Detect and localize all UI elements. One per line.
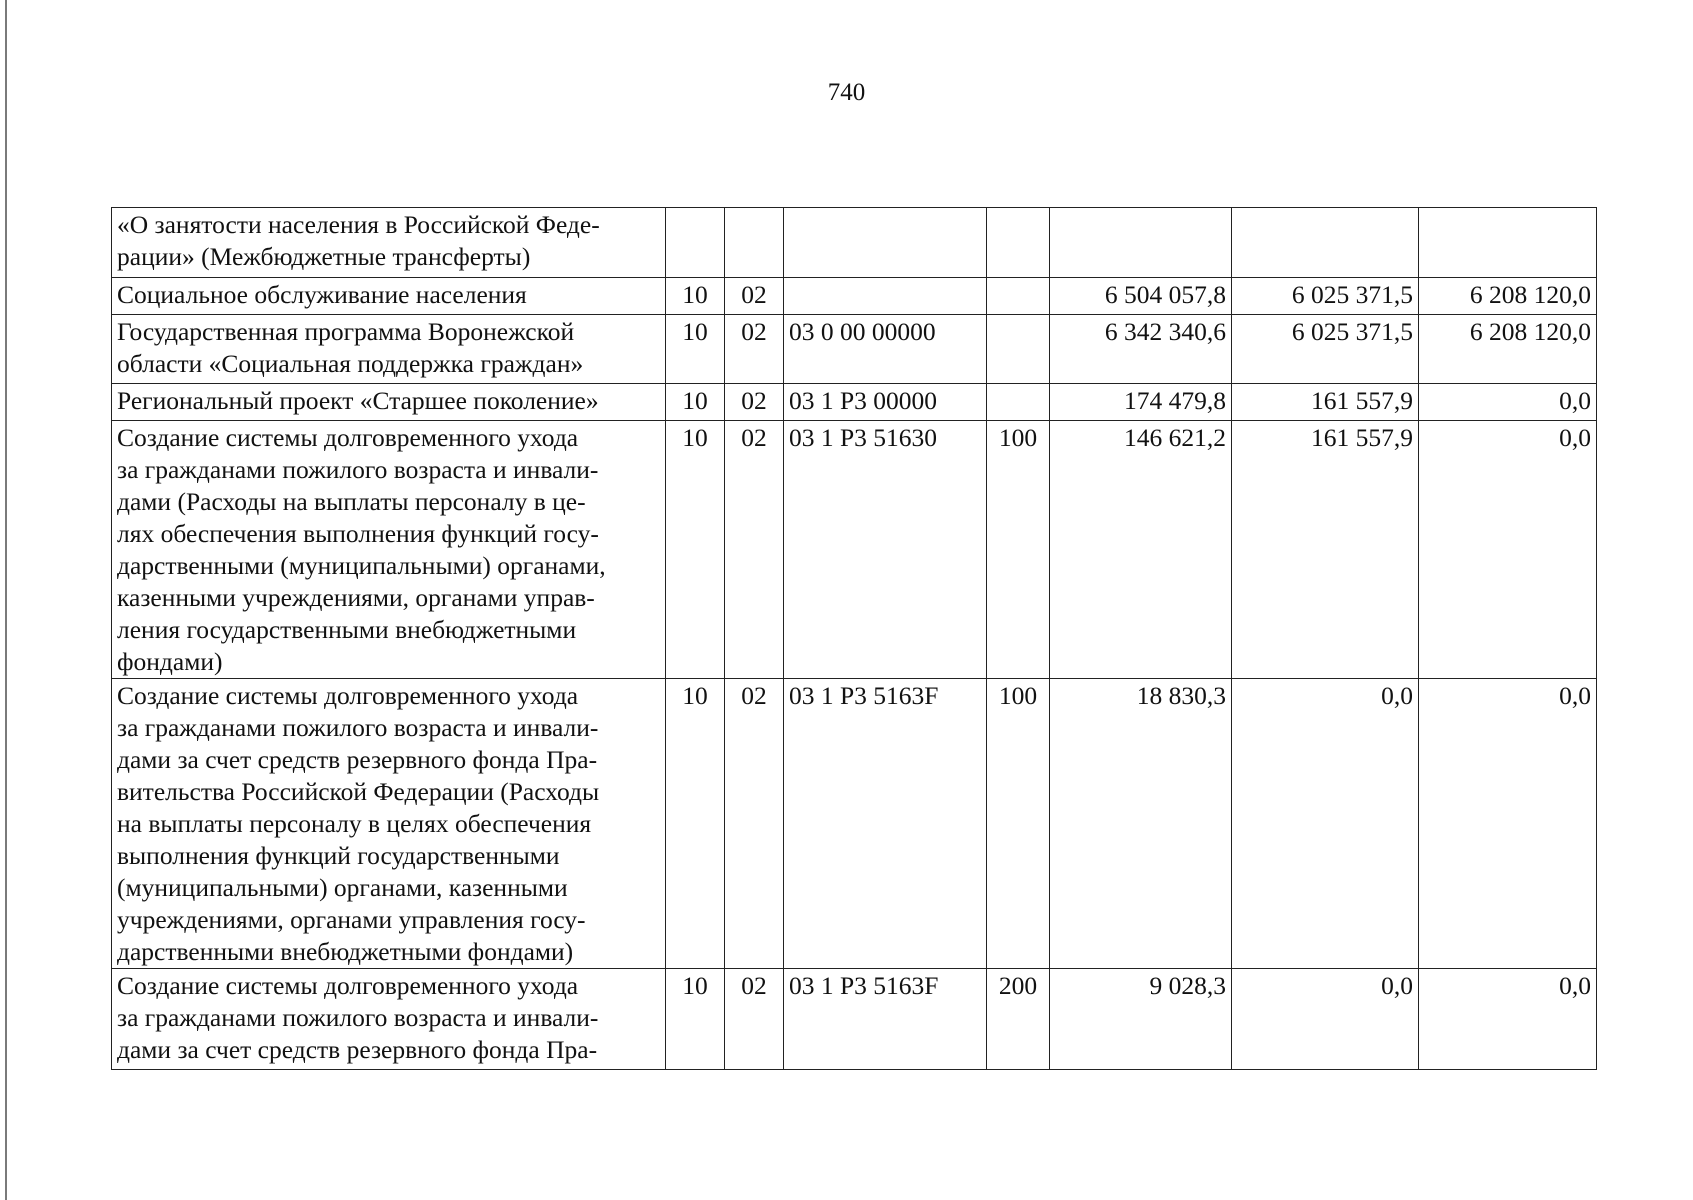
table-row (112, 969, 1597, 1070)
cell-amount-3: 0,0 (1419, 384, 1597, 421)
cell-target-article: 03 1 P3 51630 (784, 421, 987, 679)
cell-expense-type: 100 (987, 679, 1050, 969)
cell-name (112, 208, 666, 278)
cell-amount-1: 6 342 340,6 (1050, 315, 1232, 384)
cell-expense-type (987, 208, 1050, 278)
cell-amount-2: 6 025 371,5 (1232, 278, 1419, 315)
cell-subsection: 02 (725, 421, 784, 679)
cell-amount-3 (1419, 208, 1597, 278)
cell-section: 10 (666, 315, 725, 384)
cell-name (112, 421, 666, 679)
cell-name (112, 315, 666, 384)
cell-amount-1: 9 028,3 (1050, 969, 1232, 1070)
cell-amount-2: 161 557,9 (1232, 384, 1419, 421)
table-body (112, 208, 1597, 1070)
cell-subsection: 02 (725, 969, 784, 1070)
cell-name-text: Создание системы долговременного ухода за гражданами пожилого возраста и инвали- дами за счет средств резервного фонда Пра- (117, 971, 599, 1064)
cell-section: 10 (666, 421, 725, 679)
cell-target-article: 03 1 P3 5163F (784, 679, 987, 969)
cell-expense-type: 200 (987, 969, 1050, 1070)
cell-amount-3: 6 208 120,0 (1419, 278, 1597, 315)
cell-target-article (784, 278, 987, 315)
cell-expense-type (987, 315, 1050, 384)
budget-table (111, 207, 1597, 1070)
cell-amount-1: 18 830,3 (1050, 679, 1232, 969)
cell-target-article: 03 1 P3 00000 (784, 384, 987, 421)
cell-name-text: Региональный проект «Старшее поколение» (117, 386, 599, 415)
cell-name-text: Создание системы долговременного ухода за гражданами пожилого возраста и инвали- дами за счет средств резервного фонда Пра- вительства Российской Федерации (Расходы на выплаты персоналу в целях обеспечения выполнения функций государственными (муниципальными) органами, казенными учреждениями, органами управления госу- дарственными внебюджетными фондами) (117, 681, 600, 966)
cell-name-text: Государственная программа Воронежской области «Социальная поддержка граждан» (117, 317, 584, 378)
cell-name (112, 384, 666, 421)
cell-expense-type: 100 (987, 421, 1050, 679)
cell-subsection: 02 (725, 278, 784, 315)
cell-name-text: «О занятости населения в Российской Феде- рации» (Межбюджетные трансферты) (117, 210, 600, 271)
cell-subsection: 02 (725, 315, 784, 384)
cell-name (112, 679, 666, 969)
cell-amount-3: 0,0 (1419, 969, 1597, 1070)
cell-section (666, 208, 725, 278)
page-number: 740 (827, 79, 866, 106)
cell-amount-2: 6 025 371,5 (1232, 315, 1419, 384)
table-row (112, 208, 1597, 278)
table-row (112, 679, 1597, 969)
cell-name-text: Социальное обслуживание населения (117, 280, 527, 309)
table-row (112, 278, 1597, 315)
cell-section: 10 (666, 679, 725, 969)
cell-amount-1: 6 504 057,8 (1050, 278, 1232, 315)
cell-target-article (784, 208, 987, 278)
cell-section: 10 (666, 278, 725, 315)
cell-section: 10 (666, 384, 725, 421)
cell-amount-2: 0,0 (1232, 679, 1419, 969)
table-row (112, 421, 1597, 679)
cell-amount-1 (1050, 208, 1232, 278)
cell-subsection (725, 208, 784, 278)
table-row (112, 384, 1597, 421)
cell-name (112, 278, 666, 315)
cell-amount-2: 161 557,9 (1232, 421, 1419, 679)
cell-amount-2: 0,0 (1232, 969, 1419, 1070)
cell-expense-type (987, 278, 1050, 315)
cell-subsection: 02 (725, 679, 784, 969)
table-row (112, 315, 1597, 384)
cell-target-article: 03 0 00 00000 (784, 315, 987, 384)
cell-name-text: Создание системы долговременного ухода за гражданами пожилого возраста и инвали- дами (Расходы на выплаты персоналу в це- лях обеспечения выполнения функций госу- дарственными (муниципальными) органами, казенными учреждениями, органами управ- ления государственными внебюджетными фондами) (117, 423, 606, 676)
cell-amount-3: 0,0 (1419, 421, 1597, 679)
cell-amount-3: 0,0 (1419, 679, 1597, 969)
cell-amount-3: 6 208 120,0 (1419, 315, 1597, 384)
cell-section: 10 (666, 969, 725, 1070)
cell-amount-1: 174 479,8 (1050, 384, 1232, 421)
cell-target-article: 03 1 P3 5163F (784, 969, 987, 1070)
cell-amount-2 (1232, 208, 1419, 278)
cell-name (112, 969, 666, 1070)
scan-edge-line (5, 0, 7, 1200)
cell-expense-type (987, 384, 1050, 421)
cell-amount-1: 146 621,2 (1050, 421, 1232, 679)
cell-subsection: 02 (725, 384, 784, 421)
